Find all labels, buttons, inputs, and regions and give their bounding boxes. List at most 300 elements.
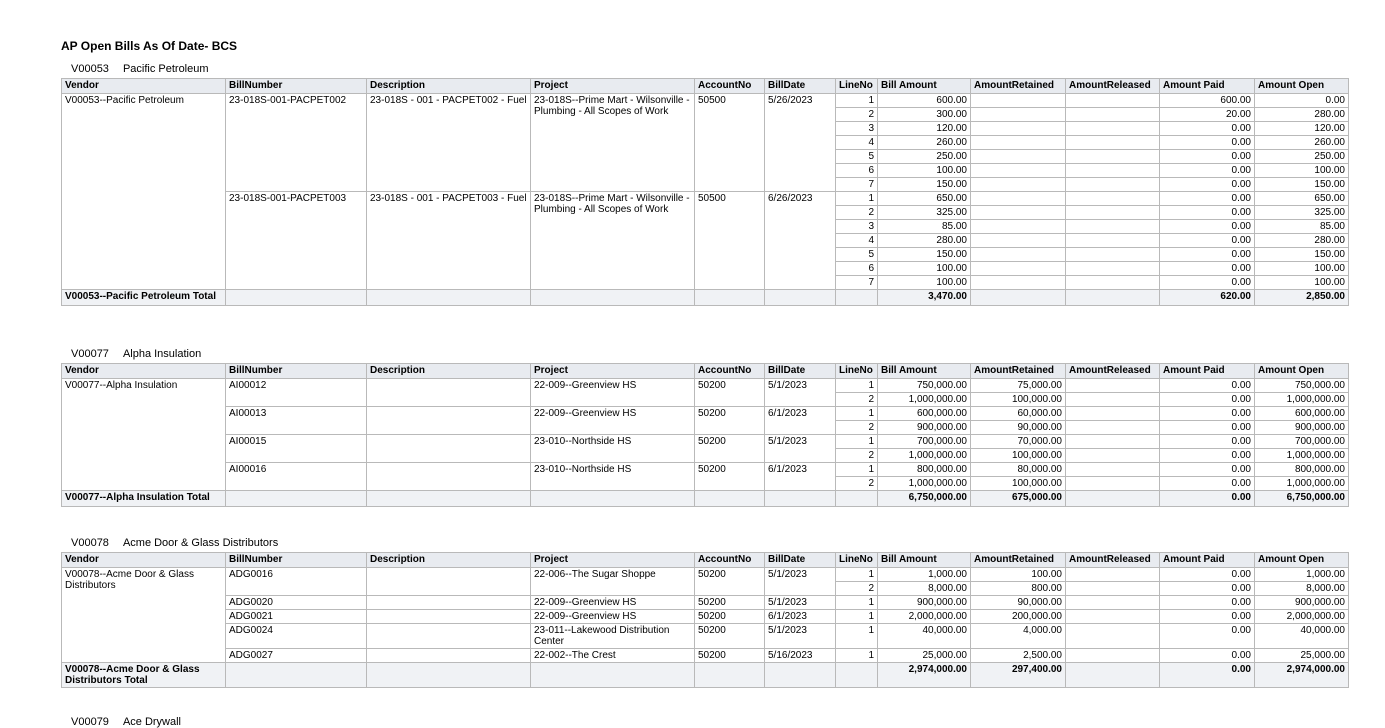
bill-number-cell: ADG0024 — [226, 624, 367, 649]
line-no-cell: 1 — [836, 435, 878, 449]
vendor-bills-table — [61, 78, 1349, 306]
amount-released-cell — [1066, 150, 1160, 164]
amount-released-cell — [1066, 596, 1160, 610]
bill-number-cell: 23-018S-001-PACPET003 — [226, 192, 367, 290]
column-header-account-no: AccountNo — [695, 79, 765, 94]
description-cell — [367, 379, 531, 407]
bill-amount-cell: 600.00 — [878, 94, 971, 108]
vendor-heading — [71, 537, 278, 549]
column-header-line-no: LineNo — [836, 553, 878, 568]
amount-paid-cell: 0.00 — [1160, 407, 1255, 421]
bill-amount-cell: 650.00 — [878, 192, 971, 206]
total-empty-cell — [367, 290, 531, 306]
table-row — [62, 192, 1349, 206]
bill-number-cell: ADG0016 — [226, 568, 367, 596]
amount-retained-cell: 90,000.00 — [971, 421, 1066, 435]
amount-released-cell — [1066, 94, 1160, 108]
amount-open-cell: 150.00 — [1255, 178, 1349, 192]
bill-amount-cell: 280.00 — [878, 234, 971, 248]
project-cell: 22-009--Greenview HS — [531, 610, 695, 624]
amount-retained-cell — [971, 234, 1066, 248]
line-no-cell: 1 — [836, 610, 878, 624]
total-bill-amount: 3,470.00 — [878, 290, 971, 306]
column-header-amount-released: AmountReleased — [1066, 364, 1160, 379]
amount-paid-cell: 0.00 — [1160, 596, 1255, 610]
report-title: AP Open Bills As Of Date- BCS — [61, 39, 238, 53]
amount-paid-cell: 0.00 — [1160, 136, 1255, 150]
line-no-cell: 2 — [836, 582, 878, 596]
account-cell: 50200 — [695, 596, 765, 610]
column-header-bill-date: BillDate — [765, 364, 836, 379]
amount-open-cell: 800,000.00 — [1255, 463, 1349, 477]
amount-retained-cell: 2,500.00 — [971, 649, 1066, 663]
vendor-code: V00053 — [71, 63, 109, 75]
amount-open-cell: 650.00 — [1255, 192, 1349, 206]
line-no-cell: 1 — [836, 94, 878, 108]
description-cell — [367, 649, 531, 663]
amount-open-cell: 100.00 — [1255, 276, 1349, 290]
total-empty-cell — [531, 663, 695, 688]
amount-retained-cell — [971, 192, 1066, 206]
bill-amount-cell: 260.00 — [878, 136, 971, 150]
bill-amount-cell: 1,000.00 — [878, 568, 971, 582]
amount-open-cell: 250.00 — [1255, 150, 1349, 164]
amount-retained-cell: 60,000.00 — [971, 407, 1066, 421]
account-cell: 50200 — [695, 435, 765, 463]
amount-retained-cell — [971, 136, 1066, 150]
bill-amount-cell: 250.00 — [878, 150, 971, 164]
total-bill-amount: 2,974,000.00 — [878, 663, 971, 688]
account-cell: 50200 — [695, 624, 765, 649]
amount-retained-cell: 90,000.00 — [971, 596, 1066, 610]
line-no-cell: 1 — [836, 596, 878, 610]
description-cell — [367, 596, 531, 610]
amount-paid-cell: 0.00 — [1160, 234, 1255, 248]
total-empty-cell — [765, 491, 836, 507]
total-empty-cell — [836, 663, 878, 688]
amount-open-cell: 1,000.00 — [1255, 568, 1349, 582]
amount-open-cell: 2,000,000.00 — [1255, 610, 1349, 624]
account-cell: 50200 — [695, 649, 765, 663]
amount-open-cell: 900,000.00 — [1255, 421, 1349, 435]
header-row — [62, 364, 1349, 379]
bill-date-cell: 5/1/2023 — [765, 379, 836, 407]
column-header-project: Project — [531, 364, 695, 379]
amount-retained-cell — [971, 262, 1066, 276]
column-header-vendor: Vendor — [62, 553, 226, 568]
bill-amount-cell: 2,000,000.00 — [878, 610, 971, 624]
column-header-account-no: AccountNo — [695, 553, 765, 568]
total-amount-released — [1066, 663, 1160, 688]
total-empty-cell — [765, 663, 836, 688]
amount-paid-cell: 0.00 — [1160, 421, 1255, 435]
description-cell — [367, 435, 531, 463]
bill-date-cell: 5/1/2023 — [765, 568, 836, 596]
bill-amount-cell: 25,000.00 — [878, 649, 971, 663]
bill-date-cell: 5/26/2023 — [765, 94, 836, 192]
column-header-project: Project — [531, 79, 695, 94]
total-amount-released — [1066, 491, 1160, 507]
vendor-bills-table — [61, 552, 1349, 688]
amount-paid-cell: 0.00 — [1160, 435, 1255, 449]
vendor-total-row — [62, 290, 1349, 306]
line-no-cell: 1 — [836, 379, 878, 393]
account-cell: 50500 — [695, 94, 765, 192]
amount-paid-cell: 0.00 — [1160, 220, 1255, 234]
column-header-amount-released: AmountReleased — [1066, 553, 1160, 568]
column-header-bill-date: BillDate — [765, 553, 836, 568]
amount-paid-cell: 0.00 — [1160, 463, 1255, 477]
table-row — [62, 463, 1349, 477]
vendor-name: Pacific Petroleum — [122, 63, 209, 75]
bill-amount-cell: 1,000,000.00 — [878, 449, 971, 463]
line-no-cell: 2 — [836, 108, 878, 122]
bill-date-cell: 5/1/2023 — [765, 624, 836, 649]
project-cell: 23-018S--Prime Mart - Wilsonville - Plumbing - All Scopes of Work — [531, 192, 695, 290]
amount-paid-cell: 0.00 — [1160, 276, 1255, 290]
bill-amount-cell: 150.00 — [878, 178, 971, 192]
bill-amount-cell: 40,000.00 — [878, 624, 971, 649]
amount-paid-cell: 0.00 — [1160, 477, 1255, 491]
vendor-code: V00079 — [71, 716, 109, 728]
column-header-line-no: LineNo — [836, 364, 878, 379]
amount-open-cell: 40,000.00 — [1255, 624, 1349, 649]
amount-released-cell — [1066, 477, 1160, 491]
table-row — [62, 379, 1349, 393]
description-cell — [367, 407, 531, 435]
description-cell: 23-018S - 001 - PACPET003 - Fuel — [367, 192, 531, 290]
bill-date-cell: 6/26/2023 — [765, 192, 836, 290]
bill-amount-cell: 300.00 — [878, 108, 971, 122]
column-header-project: Project — [531, 553, 695, 568]
column-header-bill-number: BillNumber — [226, 364, 367, 379]
vendor-heading — [71, 63, 209, 75]
table-row — [62, 94, 1349, 108]
bill-number-cell: AI00015 — [226, 435, 367, 463]
vendor-cell: V00077--Alpha Insulation — [62, 379, 226, 491]
amount-retained-cell — [971, 276, 1066, 290]
bill-number-cell: AI00016 — [226, 463, 367, 491]
account-cell: 50200 — [695, 610, 765, 624]
amount-released-cell — [1066, 234, 1160, 248]
bill-amount-cell: 100.00 — [878, 262, 971, 276]
total-amount-open: 2,850.00 — [1255, 290, 1349, 306]
amount-open-cell: 85.00 — [1255, 220, 1349, 234]
line-no-cell: 1 — [836, 192, 878, 206]
amount-open-cell: 100.00 — [1255, 164, 1349, 178]
amount-retained-cell: 200,000.00 — [971, 610, 1066, 624]
line-no-cell: 2 — [836, 477, 878, 491]
total-empty-cell — [836, 290, 878, 306]
amount-paid-cell: 0.00 — [1160, 624, 1255, 649]
amount-paid-cell: 0.00 — [1160, 393, 1255, 407]
bill-number-cell: ADG0020 — [226, 596, 367, 610]
vendor-heading — [71, 716, 181, 728]
total-empty-cell — [367, 663, 531, 688]
bill-amount-cell: 900,000.00 — [878, 421, 971, 435]
amount-released-cell — [1066, 421, 1160, 435]
line-no-cell: 6 — [836, 262, 878, 276]
line-no-cell: 2 — [836, 449, 878, 463]
bill-amount-cell: 800,000.00 — [878, 463, 971, 477]
bill-amount-cell: 600,000.00 — [878, 407, 971, 421]
total-amount-paid: 0.00 — [1160, 663, 1255, 688]
amount-open-cell: 100.00 — [1255, 262, 1349, 276]
bill-amount-cell: 700,000.00 — [878, 435, 971, 449]
amount-open-cell: 900,000.00 — [1255, 596, 1349, 610]
vendor-code: V00078 — [71, 537, 109, 549]
amount-paid-cell: 0.00 — [1160, 248, 1255, 262]
column-header-description: Description — [367, 553, 531, 568]
amount-released-cell — [1066, 108, 1160, 122]
total-empty-cell — [695, 491, 765, 507]
total-amount-retained: 675,000.00 — [971, 491, 1066, 507]
account-cell: 50200 — [695, 463, 765, 491]
amount-open-cell: 25,000.00 — [1255, 649, 1349, 663]
amount-open-cell: 8,000.00 — [1255, 582, 1349, 596]
description-cell — [367, 624, 531, 649]
amount-open-cell: 1,000,000.00 — [1255, 449, 1349, 463]
vendor-name: Alpha Insulation — [122, 348, 202, 360]
amount-open-cell: 600,000.00 — [1255, 407, 1349, 421]
amount-open-cell: 1,000,000.00 — [1255, 477, 1349, 491]
column-header-amount-open: Amount Open — [1255, 553, 1349, 568]
table-row — [62, 624, 1349, 649]
amount-paid-cell: 0.00 — [1160, 206, 1255, 220]
amount-released-cell — [1066, 136, 1160, 150]
amount-released-cell — [1066, 610, 1160, 624]
amount-paid-cell: 20.00 — [1160, 108, 1255, 122]
total-empty-cell — [531, 491, 695, 507]
bill-date-cell: 6/1/2023 — [765, 463, 836, 491]
column-header-bill-number: BillNumber — [226, 553, 367, 568]
amount-retained-cell — [971, 206, 1066, 220]
bill-date-cell: 6/1/2023 — [765, 610, 836, 624]
amount-open-cell: 750,000.00 — [1255, 379, 1349, 393]
table-row — [62, 568, 1349, 582]
column-header-description: Description — [367, 79, 531, 94]
total-amount-paid: 0.00 — [1160, 491, 1255, 507]
column-header-bill-date: BillDate — [765, 79, 836, 94]
amount-paid-cell: 0.00 — [1160, 649, 1255, 663]
amount-released-cell — [1066, 435, 1160, 449]
amount-paid-cell: 0.00 — [1160, 582, 1255, 596]
amount-paid-cell: 0.00 — [1160, 122, 1255, 136]
bill-amount-cell: 750,000.00 — [878, 379, 971, 393]
vendor-name: Ace Drywall — [122, 716, 182, 728]
bill-date-cell: 6/1/2023 — [765, 407, 836, 435]
amount-open-cell: 280.00 — [1255, 234, 1349, 248]
total-label: V00078--Acme Door & Glass Distributors Total — [62, 663, 226, 688]
amount-retained-cell — [971, 150, 1066, 164]
amount-retained-cell: 100.00 — [971, 568, 1066, 582]
amount-paid-cell: 0.00 — [1160, 164, 1255, 178]
amount-retained-cell: 70,000.00 — [971, 435, 1066, 449]
amount-paid-cell: 0.00 — [1160, 379, 1255, 393]
bill-date-cell: 5/1/2023 — [765, 435, 836, 463]
amount-retained-cell: 4,000.00 — [971, 624, 1066, 649]
table-row — [62, 649, 1349, 663]
amount-open-cell: 120.00 — [1255, 122, 1349, 136]
amount-released-cell — [1066, 262, 1160, 276]
vendor-bills-table — [61, 363, 1349, 507]
table-row — [62, 435, 1349, 449]
amount-released-cell — [1066, 568, 1160, 582]
description-cell — [367, 610, 531, 624]
line-no-cell: 3 — [836, 122, 878, 136]
column-header-amount-paid: Amount Paid — [1160, 553, 1255, 568]
bill-number-cell: 23-018S-001-PACPET002 — [226, 94, 367, 192]
bill-amount-cell: 900,000.00 — [878, 596, 971, 610]
line-no-cell: 1 — [836, 407, 878, 421]
table-row — [62, 610, 1349, 624]
project-cell: 22-006--The Sugar Shoppe — [531, 568, 695, 596]
vendor-cell: V00053--Pacific Petroleum — [62, 94, 226, 290]
bill-amount-cell: 100.00 — [878, 276, 971, 290]
vendor-total-row — [62, 491, 1349, 507]
line-no-cell: 1 — [836, 568, 878, 582]
bill-amount-cell: 150.00 — [878, 248, 971, 262]
column-header-vendor: Vendor — [62, 364, 226, 379]
line-no-cell: 2 — [836, 421, 878, 435]
column-header-account-no: AccountNo — [695, 364, 765, 379]
amount-paid-cell: 0.00 — [1160, 178, 1255, 192]
amount-paid-cell: 0.00 — [1160, 192, 1255, 206]
amount-released-cell — [1066, 192, 1160, 206]
vendor-heading — [71, 348, 201, 360]
total-bill-amount: 6,750,000.00 — [878, 491, 971, 507]
column-header-vendor: Vendor — [62, 79, 226, 94]
amount-retained-cell — [971, 94, 1066, 108]
total-label: V00077--Alpha Insulation Total — [62, 491, 226, 507]
column-header-amount-paid: Amount Paid — [1160, 364, 1255, 379]
amount-paid-cell: 0.00 — [1160, 610, 1255, 624]
amount-released-cell — [1066, 206, 1160, 220]
amount-released-cell — [1066, 276, 1160, 290]
line-no-cell: 5 — [836, 150, 878, 164]
line-no-cell: 4 — [836, 234, 878, 248]
amount-paid-cell: 600.00 — [1160, 94, 1255, 108]
bill-number-cell: ADG0021 — [226, 610, 367, 624]
vendor-name: Acme Door & Glass Distributors — [122, 537, 279, 549]
description-cell: 23-018S - 001 - PACPET002 - Fuel — [367, 94, 531, 192]
bill-amount-cell: 325.00 — [878, 206, 971, 220]
line-no-cell: 2 — [836, 206, 878, 220]
column-header-bill-amount: Bill Amount — [878, 553, 971, 568]
total-amount-released — [1066, 290, 1160, 306]
total-empty-cell — [226, 491, 367, 507]
line-no-cell: 2 — [836, 393, 878, 407]
amount-released-cell — [1066, 624, 1160, 649]
bill-amount-cell: 1,000,000.00 — [878, 477, 971, 491]
column-header-amount-retained: AmountRetained — [971, 553, 1066, 568]
bill-number-cell: AI00013 — [226, 407, 367, 435]
amount-retained-cell: 100,000.00 — [971, 449, 1066, 463]
vendor-total-row — [62, 663, 1349, 688]
amount-open-cell: 260.00 — [1255, 136, 1349, 150]
vendor-cell: V00078--Acme Door & Glass Distributors — [62, 568, 226, 663]
account-cell: 50200 — [695, 407, 765, 435]
total-empty-cell — [226, 663, 367, 688]
amount-retained-cell — [971, 178, 1066, 192]
amount-released-cell — [1066, 164, 1160, 178]
total-empty-cell — [695, 290, 765, 306]
total-amount-open: 2,974,000.00 — [1255, 663, 1349, 688]
total-empty-cell — [226, 290, 367, 306]
description-cell — [367, 463, 531, 491]
column-header-amount-open: Amount Open — [1255, 364, 1349, 379]
line-no-cell: 1 — [836, 463, 878, 477]
amount-retained-cell: 100,000.00 — [971, 477, 1066, 491]
project-cell: 23-018S--Prime Mart - Wilsonville - Plumbing - All Scopes of Work — [531, 94, 695, 192]
line-no-cell: 4 — [836, 136, 878, 150]
amount-paid-cell: 0.00 — [1160, 568, 1255, 582]
amount-released-cell — [1066, 463, 1160, 477]
amount-released-cell — [1066, 220, 1160, 234]
amount-paid-cell: 0.00 — [1160, 262, 1255, 276]
amount-open-cell: 1,000,000.00 — [1255, 393, 1349, 407]
project-cell: 22-009--Greenview HS — [531, 596, 695, 610]
project-cell: 22-002--The Crest — [531, 649, 695, 663]
total-amount-retained — [971, 290, 1066, 306]
amount-paid-cell: 0.00 — [1160, 449, 1255, 463]
amount-released-cell — [1066, 407, 1160, 421]
project-cell: 23-010--Northside HS — [531, 463, 695, 491]
line-no-cell: 5 — [836, 248, 878, 262]
amount-retained-cell: 800.00 — [971, 582, 1066, 596]
bill-amount-cell: 120.00 — [878, 122, 971, 136]
amount-released-cell — [1066, 582, 1160, 596]
account-cell: 50200 — [695, 568, 765, 596]
amount-released-cell — [1066, 649, 1160, 663]
amount-open-cell: 700,000.00 — [1255, 435, 1349, 449]
line-no-cell: 6 — [836, 164, 878, 178]
column-header-amount-retained: AmountRetained — [971, 364, 1066, 379]
table-row — [62, 596, 1349, 610]
description-cell — [367, 568, 531, 596]
amount-paid-cell: 0.00 — [1160, 150, 1255, 164]
column-header-amount-open: Amount Open — [1255, 79, 1349, 94]
amount-retained-cell: 80,000.00 — [971, 463, 1066, 477]
amount-open-cell: 150.00 — [1255, 248, 1349, 262]
table-row — [62, 407, 1349, 421]
column-header-line-no: LineNo — [836, 79, 878, 94]
amount-released-cell — [1066, 449, 1160, 463]
amount-released-cell — [1066, 122, 1160, 136]
column-header-bill-amount: Bill Amount — [878, 364, 971, 379]
project-cell: 23-010--Northside HS — [531, 435, 695, 463]
total-empty-cell — [531, 290, 695, 306]
amount-retained-cell — [971, 108, 1066, 122]
amount-released-cell — [1066, 178, 1160, 192]
amount-open-cell: 0.00 — [1255, 94, 1349, 108]
total-label: V00053--Pacific Petroleum Total — [62, 290, 226, 306]
bill-date-cell: 5/1/2023 — [765, 596, 836, 610]
project-cell: 23-011--Lakewood Distribution Center — [531, 624, 695, 649]
amount-retained-cell — [971, 220, 1066, 234]
account-cell: 50500 — [695, 192, 765, 290]
line-no-cell: 7 — [836, 276, 878, 290]
total-empty-cell — [836, 491, 878, 507]
amount-retained-cell — [971, 164, 1066, 178]
amount-released-cell — [1066, 379, 1160, 393]
bill-amount-cell: 8,000.00 — [878, 582, 971, 596]
total-empty-cell — [367, 491, 531, 507]
amount-released-cell — [1066, 393, 1160, 407]
bill-number-cell: ADG0027 — [226, 649, 367, 663]
amount-retained-cell: 100,000.00 — [971, 393, 1066, 407]
column-header-amount-retained: AmountRetained — [971, 79, 1066, 94]
